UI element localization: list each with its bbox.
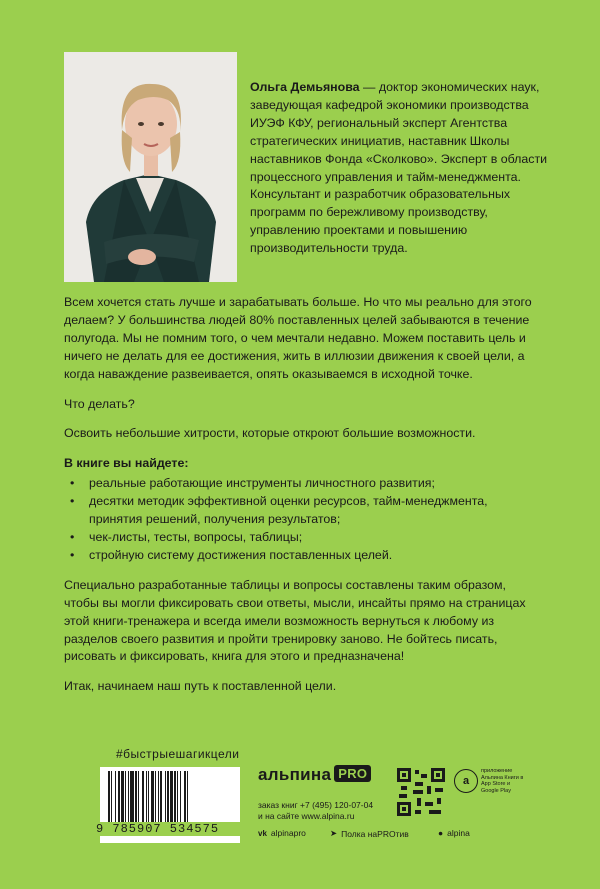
hashtag: #быстрыешагикцели <box>116 747 240 761</box>
barcode-bar <box>146 771 147 825</box>
barcode-bar <box>177 771 178 825</box>
paragraph-intro: Всем хочется стать лучше и зарабатывать больше. Но что мы реально для этого делаем? У большинства людей 80% поставленных целей забываются в течение полугода. Мы не помним того, о чем мечтали недавно. Можем поставить цель и ничего не делать для ее достижения, жить в иллюзии движения к своей цели, а когда наваждение развеивается, опять оказываемся в исходной точке. <box>64 295 532 381</box>
app-store-info <box>454 768 525 794</box>
barcode-bar <box>160 771 162 825</box>
barcode-bar <box>148 771 149 825</box>
author-name: Ольга Демьянова <box>250 80 360 94</box>
barcode-bar <box>128 771 129 825</box>
publisher-logo <box>258 765 371 785</box>
social-vk-label: alpinapro <box>270 828 306 838</box>
author-photo <box>64 52 237 282</box>
logo-text: альпина <box>258 765 332 784</box>
barcode-bar <box>167 771 169 825</box>
author-bio-text: — доктор экономических наук, заведующая кафедрой экономики производства ИУЭФ КФУ, региональный эксперт Агентства стратегических инициатив, наставник Школы наставников Фонда «Сколково». Эксперт в области процессного управления и тайм-менеджмента. Консультант и разработчик образовательных программ по бережливому производству, управлению проектами и повышению производительности труда. <box>250 80 548 256</box>
barcode-bar <box>138 771 139 825</box>
order-website: и на сайте www.alpina.ru <box>258 811 355 821</box>
features-list <box>64 475 544 565</box>
paragraph-closing: Итак, начинаем наш путь к поставленной цели. <box>64 679 337 694</box>
isbn-number: 9 785907 534575 <box>96 822 244 836</box>
barcode-bar <box>184 771 186 825</box>
instagram-icon: ● <box>438 828 444 838</box>
alpina-app-icon: a <box>454 769 478 793</box>
barcode-bar <box>111 771 112 825</box>
barcode-bar <box>155 771 156 825</box>
social-alpina-label: alpina <box>447 828 470 838</box>
author-bio <box>250 79 550 258</box>
paragraph-tables: Специально разработанные таблицы и вопросы составлены таким образом, чтобы вы могли фиксировать свои ответы, мысли, инсайты прямо на страницах этой книги-тренажера и всегда имели возможность вернуться к любому из разделов своего развития и пройти тренировку заново. Не бойтесь писать, рисовать и фиксировать, книга для этого и предназначена! <box>64 577 526 664</box>
barcode-bar <box>130 771 134 825</box>
app-store-text: приложение Альпина Книги в App Store и Google Play <box>481 768 524 794</box>
list-item: • десятки методик эффективной оценки ресурсов, тайм-менеджмента, принятия решений, получения результатов; <box>64 493 544 529</box>
list-item: • реальные работающие инструменты личностного развития; <box>64 475 544 493</box>
barcode-bar <box>125 771 126 825</box>
barcode-bar <box>121 771 124 825</box>
paragraph-question: Что делать? <box>64 396 135 411</box>
vk-icon: vk <box>258 828 267 838</box>
barcode-bar <box>118 771 120 825</box>
barcode-bar <box>151 771 154 825</box>
barcode-bar <box>180 771 181 825</box>
order-phone: заказ книг +7 (495) 120-07-04 <box>258 800 374 810</box>
book-description <box>64 294 544 708</box>
barcode-bar <box>142 771 144 825</box>
paragraph-answer: Освоить небольшие хитрости, которые откроют большие возможности. <box>64 426 476 441</box>
barcode-bar <box>165 771 166 825</box>
social-telegram <box>330 828 409 839</box>
list-item: • стройную систему достижения поставленных целей. <box>64 547 544 565</box>
barcode-bar <box>174 771 176 825</box>
barcode-bar <box>108 771 110 825</box>
social-vk <box>258 828 306 838</box>
order-info <box>258 800 373 822</box>
list-title: В книге вы найдете: <box>64 456 189 471</box>
barcode-bar <box>135 771 137 825</box>
qr-code <box>397 768 445 816</box>
barcode-bar <box>115 771 116 825</box>
barcode-bar <box>170 771 173 825</box>
social-telegram-label: Полка наPROтив <box>341 828 409 839</box>
barcode-bar <box>187 771 188 825</box>
telegram-icon: ➤ <box>330 828 338 838</box>
list-item: • чек-листы, тесты, вопросы, таблицы; <box>64 529 544 547</box>
barcode-bar <box>158 771 159 825</box>
logo-pro-badge: PRO <box>334 765 371 782</box>
social-alpina <box>438 828 470 838</box>
